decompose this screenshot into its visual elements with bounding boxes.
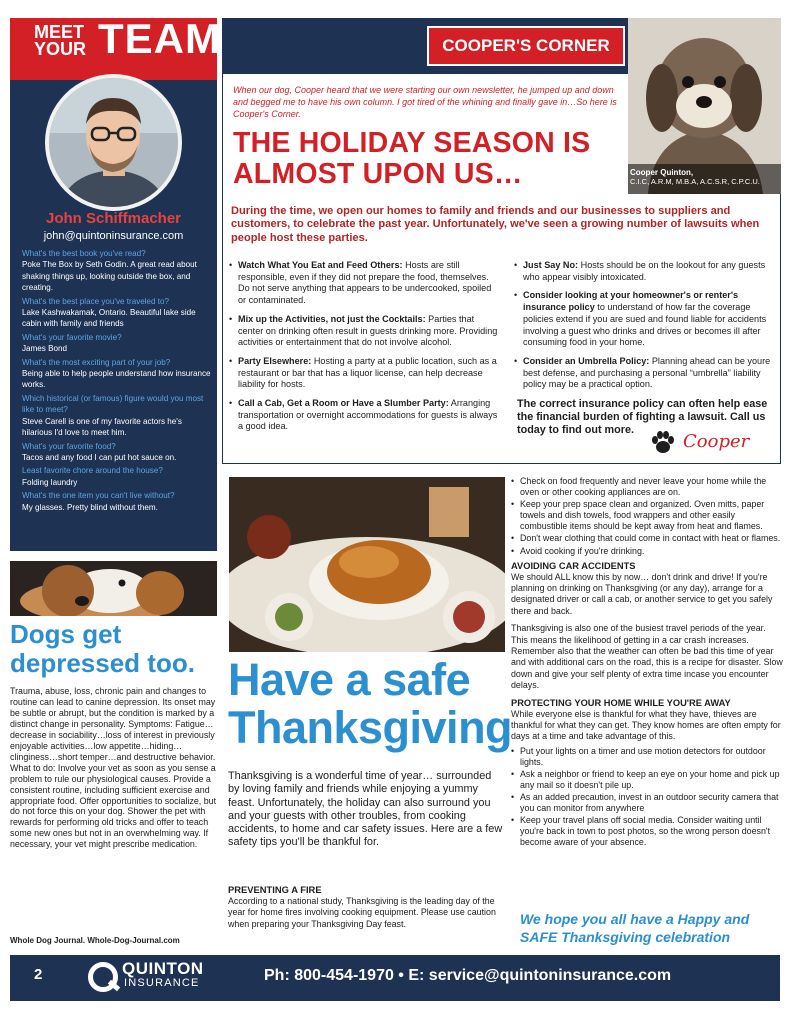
tip-text: Parties that center on drinking often result in guests drinking more. Providing activities or entertainment that do not involve alcohol.: [238, 313, 498, 348]
thanksgiving-title: Have a safe Thanksgiving: [228, 654, 513, 753]
qa-question: What's the best place you've traveled to?: [22, 296, 170, 306]
qa-answer: Steve Carell is one of my favorite actors he's hilarious I'd love to meet him.: [22, 416, 182, 438]
qa-answer: Poke The Box by Seth Godin. A great read about shaking things up, looking outside the box, and creating.: [22, 260, 197, 293]
qa-answer: My glasses. Pretty blind without them.: [22, 502, 158, 512]
fire-tip: • Don't wear clothing that could come in contact with heat or flames.: [511, 533, 783, 544]
tip-title: Consider looking at your homeowner's or renter's insurance policy: [523, 290, 739, 313]
cooper-signature: Cooper: [683, 431, 750, 452]
home-tip: • As an added precaution, invest in an outdoor security camera that you can monitor from anywhere: [511, 792, 783, 814]
qa-question: What's your favorite food?: [22, 441, 116, 451]
member-photo: [49, 78, 178, 207]
tip-text: Arranging transportation or overnight accommodations for guests is always a good idea.: [238, 398, 498, 432]
page-number: 2: [34, 966, 43, 983]
party-tip: [229, 398, 498, 433]
fire-tip: • Check on food frequently and never leave your home while the oven or other cooking appliances are on.: [511, 476, 783, 498]
tip-title: Party Elsewhere:: [238, 355, 312, 366]
cooper-caption-name: Cooper Quinton,: [630, 168, 694, 177]
coopers-corner-closing: The correct insurance policy can often help ease the financial burden of fighting a lawsuit. Call us today to find out more.: [517, 398, 768, 436]
thanksgiving-wish: We hope you all have a Happy and SAFE Thanksgiving celebration: [520, 911, 750, 945]
party-tip: [514, 260, 781, 283]
tip-text: to understand of how far the coverage policies extend if you are sued and found liable for accidents involving a guest who drinks and drives or becomes ill after consuming food in your home.: [523, 302, 767, 348]
party-tips-left: [229, 260, 498, 440]
fire-tip: • Avoid cooking if you're drinking.: [511, 546, 783, 557]
dogs-article-body: Trauma, abuse, loss, chronic pain and changes to routine can lead to canine depression. Its onset may be subtle or abrupt, but the condition is marked by a distinct change in personality. Symptoms: Fatigue…decrease in sociability…loss of interest in previously enjoyable activities…low appetite…hiding…clinginess…short temper…and destructive behavior. What to do: Involve your vet as soon as you sense a problem to rule our physiological causes. Provide a consistent routine, including sufficient exercise and appropriate food. Offer opportunities to socialize, but do not force this on your dog. Shower the pet with rewards for performing old tricks and offer to teach some new ones but not in an overwhelming way. If necessary, your vet might prescribe medication.: [10, 686, 217, 850]
party-tip: [229, 260, 498, 307]
qa-question: Least favorite chore around the house?: [22, 466, 163, 476]
qa-answer: Being able to help people understand how insurance works.: [22, 369, 211, 390]
dogs-article-title: Dogs get depressed too.: [10, 619, 195, 678]
quinton-logo-name: QUINTON: [122, 959, 204, 978]
qa-question: What's the best book you've read?: [22, 249, 146, 258]
tip-title: Watch What You Eat and Feed Others:: [238, 260, 403, 270]
tip-title: Mix up the Activities, not just the Cocktails:: [238, 313, 426, 324]
home-tip: • Ask a neighbor or friend to keep an eye on your home and pick up any mail so it doesn't pile up.: [511, 769, 783, 791]
qa-question: What's the one item you can't live without?: [22, 491, 175, 501]
tip-text: Hosts should be on the lookout for any guests who appear visibly intoxicated.: [523, 260, 766, 282]
tip-title: Call a Cab, Get a Room or Have a Slumber Party:: [238, 398, 449, 409]
holiday-headline: THE HOLIDAY SEASON IS ALMOST UPON US…: [233, 127, 591, 190]
qa-answer: Lake Kashwakamak, Ontario. Beautiful lake side cabin with family and friends: [22, 308, 196, 329]
car-section-text: Thanksgiving is also one of the busiest travel periods of the year. This means the likelihood of getting in a car crash increases. Remember also that the weather can often be bad this time of year and with additional cars on the road, this is a recipe for disaster. Slow down and give your self plenty of extra time incase you encounter delays.: [511, 623, 783, 691]
home-tip: • Keep your travel plans off social media. Consider waiting until you're back in town to post photos, so the wrong person doesn't become aware of your absence.: [511, 815, 783, 848]
thanksgiving-right-column: [511, 476, 783, 850]
member-name: John Schiffmacher: [45, 210, 182, 227]
party-tip: [229, 356, 498, 391]
qa-question: What's your favorite movie?: [22, 332, 122, 342]
member-email: john@quintoninsurance.com: [43, 230, 184, 242]
dogs-article-source: Whole Dog Journal. Whole-Dog-Journal.com: [10, 936, 180, 945]
cooper-caption-titles: C.I.C, A.R.M, M.B.A, A.C.S.R, C.P.C.U.: [630, 177, 760, 186]
home-tip: • Put your lights on a timer and use motion detectors for outdoor lights.: [511, 746, 783, 768]
party-tip: [229, 314, 498, 349]
tip-text: Hosts are still responsible, even if they did not prepare the food, themselves. Do not serve anything that appears to be undercooked, spoiled or contaminated.: [238, 260, 492, 306]
interview-qa: [22, 248, 212, 515]
qa-answer: Folding laundry: [22, 477, 78, 487]
thanksgiving-intro: Thanksgiving is a wonderful time of year… surrounded by loving family and friends while enjoying a yummy feast. Unfortunately, the holiday can also surround you and your guests with other troubles, from cooking accidents, to home and car safety issues. Here are a few safety tips you'll be thankful for.: [228, 770, 503, 849]
quinton-logo-subtitle: INSURANCE: [124, 977, 200, 989]
party-tip: [514, 356, 781, 391]
tip-title: Consider an Umbrella Policy:: [523, 355, 650, 366]
coopers-corner-label: COOPER'S CORNER: [427, 26, 625, 66]
fire-section-heading: PREVENTING A FIRE: [228, 884, 322, 895]
tip-text: Hosting a party at a public location, such as a restaurant or bar that has a liquor license, can help decrease liability for hosts.: [238, 355, 497, 390]
fire-section-text: According to a national study, Thanksgiving is the leading day of the year for home fires involving cooking equipment. Please use caution when preparing your Thanksgiving Day feast.: [228, 896, 496, 929]
sad-dog-photo: [10, 561, 217, 616]
tip-text: Planning ahead can be youre best defense, and purchasing a personal “umbrella” liability policy may be a practical option.: [523, 355, 771, 390]
qa-answer: James Bond: [22, 344, 67, 354]
qa-question: Which historical (or famous) figure would you most like to meet?: [22, 393, 204, 415]
home-section-text: While everyone else is thankful for what they have, thieves are thankful for what they can get. They know homes are often empty for days at a time and take advantage of this.: [511, 708, 781, 742]
qa-question: What's the most exciting part of your job?: [22, 357, 171, 367]
fire-tips-list: [511, 476, 783, 557]
car-section-heading: AVOIDING CAR ACCIDENTS: [511, 560, 636, 571]
qa-answer: Tacos and any food I can put hot sauce on.: [22, 452, 177, 462]
tip-title: Just Say No:: [523, 260, 579, 270]
party-tip: [514, 290, 781, 349]
member-photo-frame: [45, 74, 182, 211]
contact-info: Ph: 800-454-1970 • E: service@quintoninsurance.com: [264, 967, 672, 984]
car-section-text: We should ALL know this by now… don't drink and drive! If you're planning on drinking on Thanksgiving (or any day), arrange for a designated driver or call a cab, or another service to get you safely there and back.: [511, 571, 773, 616]
coopers-corner-intro: When our dog, Cooper heard that we were starting our own newsletter, he jumped up and down and begged me to have his own column. I got tired of the whining and finally gave in…So here is Cooper's Corner.: [233, 85, 617, 119]
home-section-heading: PROTECTING YOUR HOME WHILE YOU'RE AWAY: [511, 697, 731, 708]
team-label: TEAM: [98, 15, 221, 62]
thanksgiving-dinner-photo: [229, 477, 505, 652]
holiday-lead-paragraph: During the time, we open our homes to family and friends and our businesses to suppliers and customers, to celebrate the past year. Unfortunately, we've seen a growing number of lawsuits when people host these parties.: [231, 205, 760, 244]
meet-your-label: MEET YOUR: [34, 22, 87, 59]
home-tips-list: [511, 746, 783, 849]
cooper-photo-caption: [630, 168, 780, 186]
fire-tip: • Keep your prep space clean and organized. Oven mitts, paper towels and dish towels, food wrappers and other easily combustible items should be kept away from heat and flames.: [511, 499, 783, 532]
paw-print-icon: [650, 430, 676, 461]
party-tips-right: [514, 260, 781, 398]
